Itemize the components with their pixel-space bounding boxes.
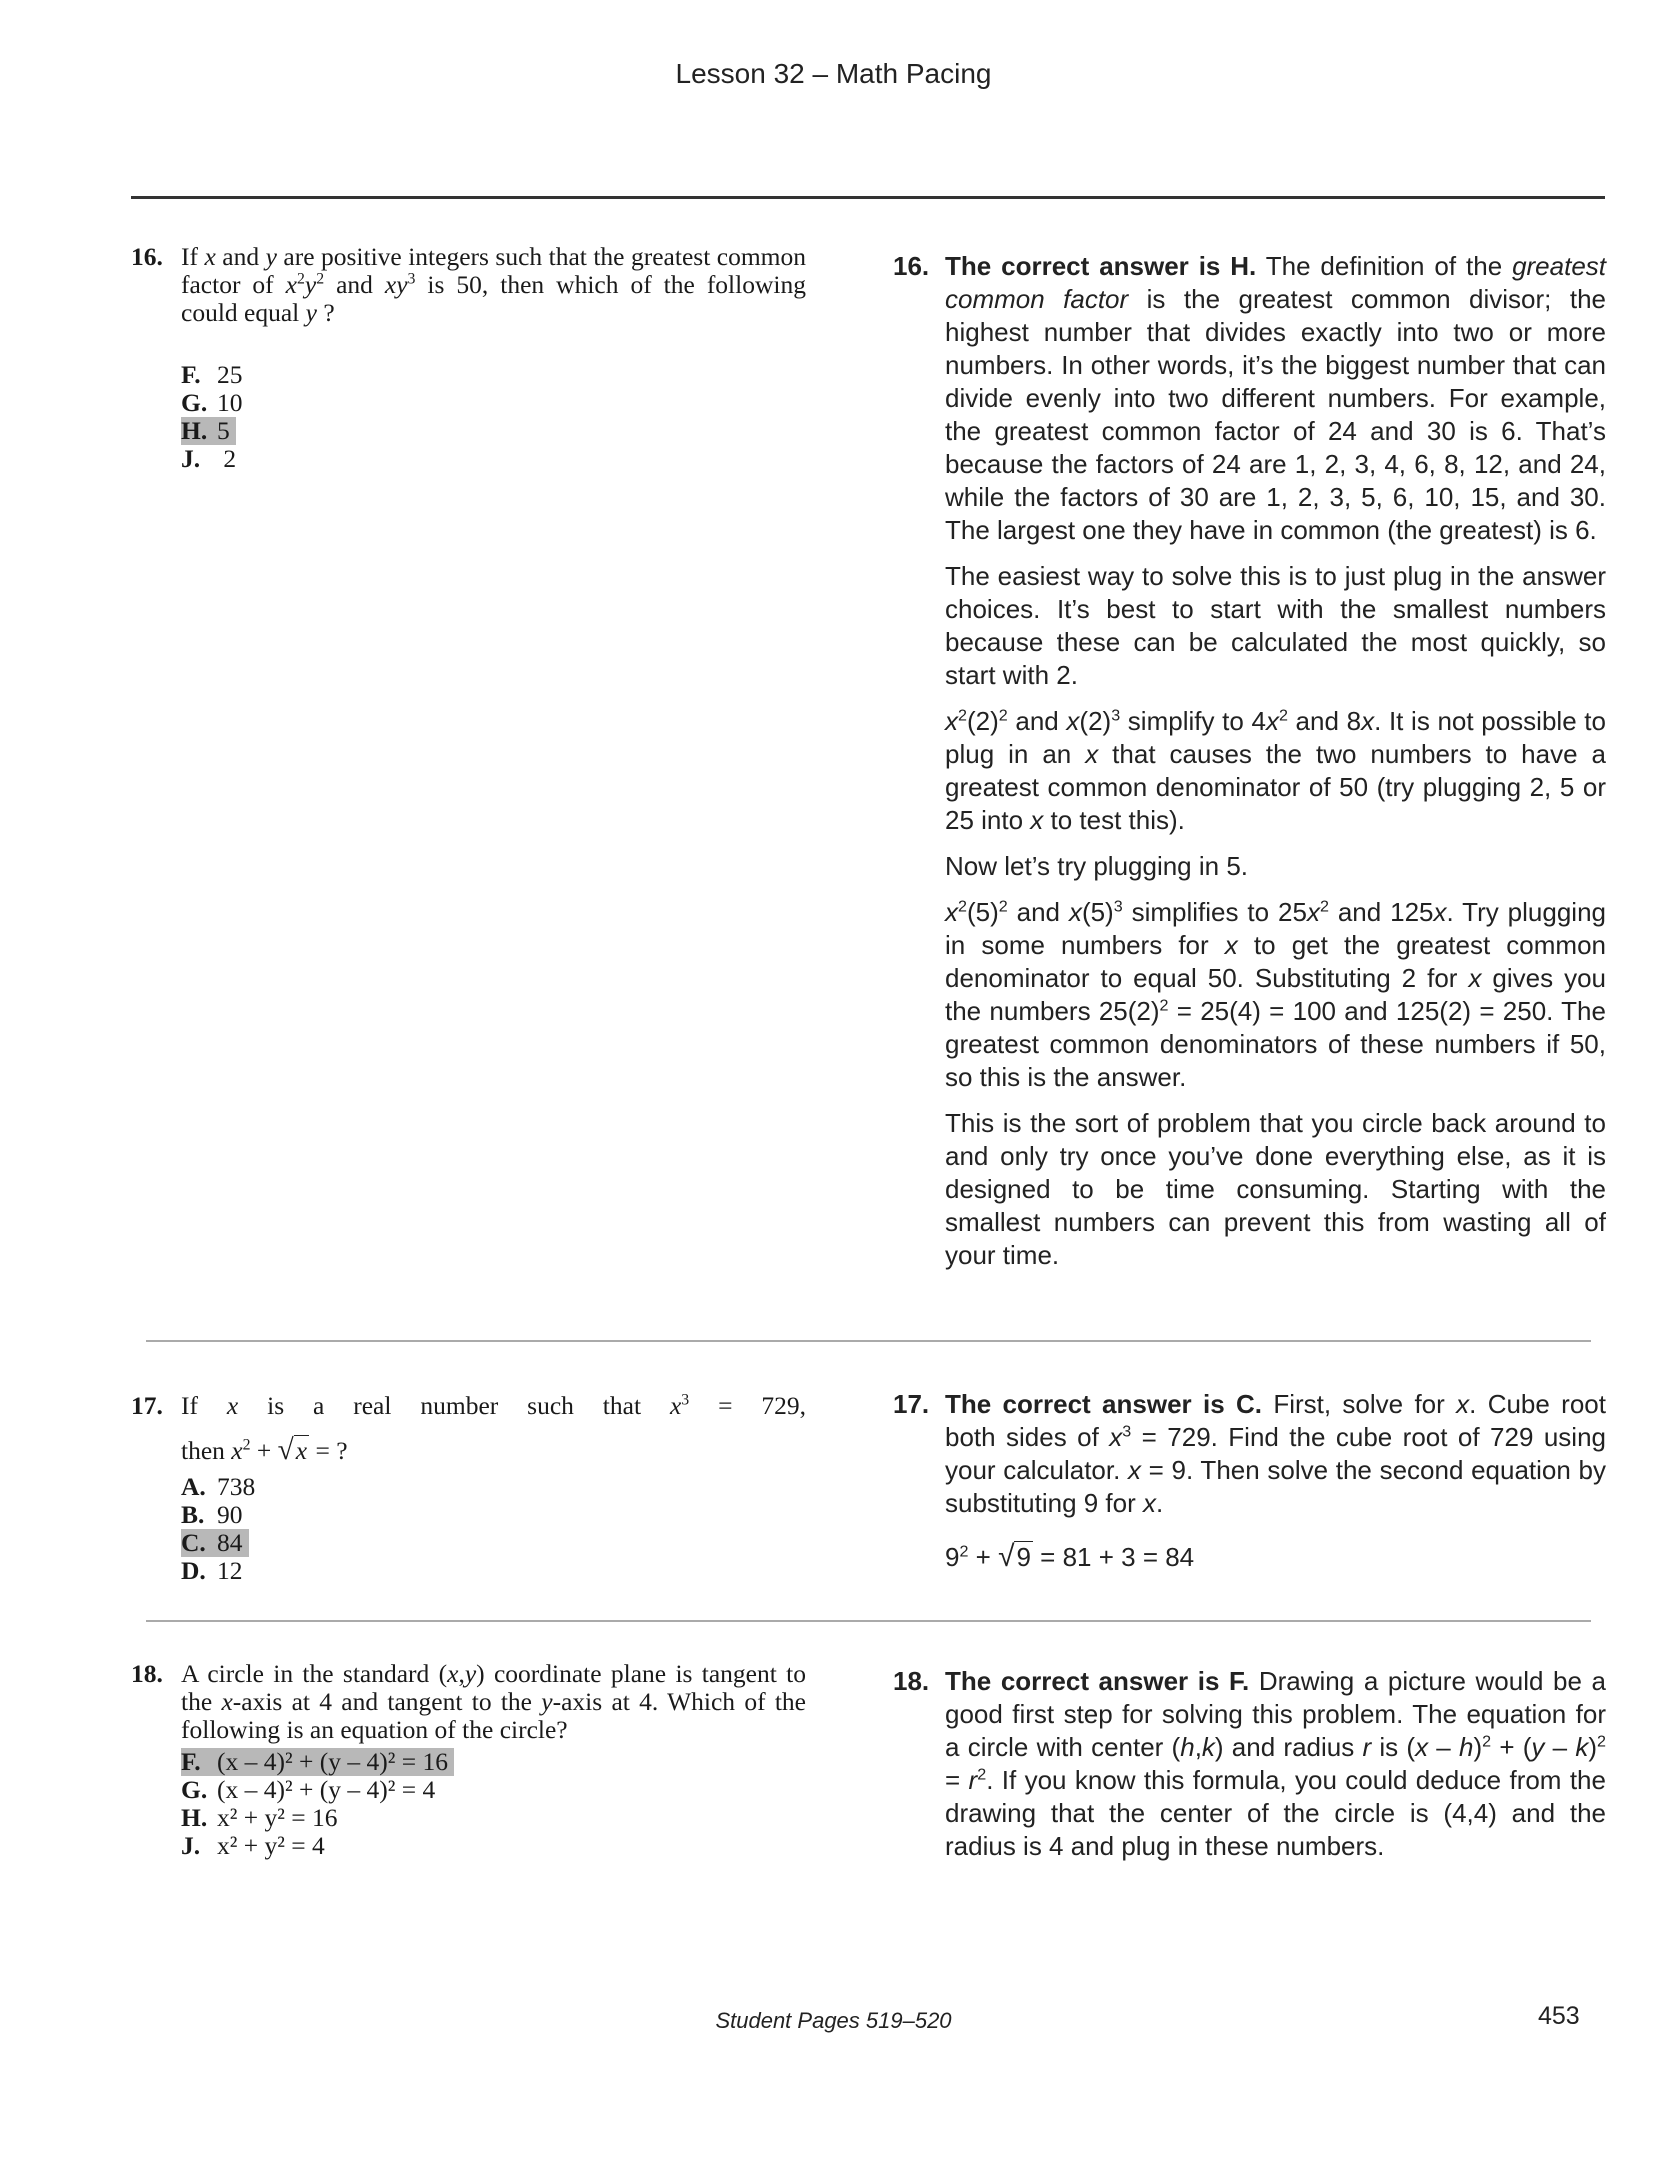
answer-17 xyxy=(893,1388,1606,1587)
answer-paragraph-4: Now let’s try plugging in 5. xyxy=(945,851,1249,881)
square-root-symbol: √x xyxy=(277,1434,308,1466)
answer-number: 17. xyxy=(893,1389,930,1419)
answer-choices xyxy=(181,1748,806,1860)
question-number: 16. xyxy=(131,242,163,271)
answer-paragraph-3: $x^2(2)^2$ and $x(2)^3$ simplify to $4x^2$ and 8x. It is not possible to plug in an x that causes the two numbers to have a greatest common denominator of 50 (try plugging 2, 5 or 25 into x to test this). xyxy=(945,706,1606,835)
question-stem: If x is a real number such that $x^3 = 729$, xyxy=(181,1391,806,1420)
question-number: 18. xyxy=(131,1659,163,1688)
question-17 xyxy=(131,1392,806,1585)
question-number: 17. xyxy=(131,1391,163,1420)
header-rule xyxy=(131,196,1605,199)
answer-paragraph-5: $x^2(5)^2$ and $x(5)^3$ simplifies to $25x^2$ and 125x. Try plugging in some numbers for x to get the greatest common denominator to equal 50. Substituting 2 for x gives you the numbers $25(2)^2 = 25(4) = 100$ and 125(2) = 250. The greatest common denominators of these numbers if 50, so this is the answer. xyxy=(945,897,1606,1092)
choice-h-highlighted: H. 5 xyxy=(181,417,236,445)
choice-f-highlighted: F. (x – 4)² + (y – 4)² = 16 xyxy=(181,1748,454,1776)
choice-h: H. x² + y² = 16 xyxy=(181,1803,338,1832)
section-divider xyxy=(146,1620,1591,1622)
answer-16 xyxy=(893,250,1606,1285)
choice-g: G. 10 xyxy=(181,388,243,417)
choice-d: D. 12 xyxy=(181,1556,243,1585)
answer-paragraph-1: The correct answer is H. The definition of the greatest common factor is the greatest common divisor; the highest number that divides exactly into two or more numbers. In other words, it’s the biggest number that can divide evenly into two different numbers. For example, the greatest common factor of 24 and 30 is 6. That’s because the factors of 24 are 1, 2, 3, 4, 6, 8, 12, and 24, while the factors of 30 are 1, 2, 3, 5, 6, 10, 15, and 30. The largest one they have in common (the greatest) is 6. xyxy=(945,251,1607,545)
answer-paragraph-2: The easiest way to solve this is to just plug in the answer choices. It’s best to start with the smallest numbers because these can be calculated the most quickly, so start with 2. xyxy=(945,561,1606,690)
square-root-symbol: √9 xyxy=(998,1540,1031,1573)
page-number: 453 xyxy=(1538,2002,1580,2030)
choice-j: J. 2 xyxy=(181,444,237,473)
answer-paragraph-6: This is the sort of problem that you circle back around to and only try once you’ve done everything else, as it is designed to be time consuming. Starting with the smallest numbers can prevent this from wasting all of your time. xyxy=(945,1108,1606,1270)
choice-c-highlighted: C. 84 xyxy=(181,1529,249,1557)
answer-paragraph-1: The correct answer is F. Drawing a picture would be a good first step for solving this problem. The equation for a circle with center (h,k) and radius r is $(x - h)^2 + (y - k)^2 = r^2$. If you know this formula, you could deduce from the drawing that the center of the circle is (4,4) and the radius is 4 and plug in these numbers. xyxy=(945,1666,1606,1861)
question-stem-line-2: then $x^2 + √x$ = ? xyxy=(181,1434,348,1466)
choice-f: F. 25 xyxy=(181,360,243,389)
answer-choices xyxy=(181,1473,806,1585)
answer-choices xyxy=(181,361,806,473)
question-16 xyxy=(131,243,806,473)
choice-j: J. x² + y² = 4 xyxy=(181,1831,325,1860)
question-stem: A circle in the standard (x,y) coordinate plane is tangent to the x-axis at 4 and tangent to the y-axis at 4. Which of the following is an equation of the circle? xyxy=(181,1659,806,1744)
answer-18 xyxy=(893,1665,1606,1876)
section-divider xyxy=(146,1340,1591,1342)
answer-number: 16. xyxy=(893,251,930,281)
choice-g: G. (x – 4)² + (y – 4)² = 4 xyxy=(181,1775,436,1804)
answer-equation: $9^2 + √9 = 81 + 3 = 84$ xyxy=(945,1540,1195,1573)
question-stem: If x and y are positive integers such that the greatest common factor of $x^2y^2$ and $xy^3$ is 50, then which of the following could equal y ? xyxy=(181,242,806,327)
answer-paragraph-1: The correct answer is C. First, solve for x. Cube root both sides of $x^3 = 729$. Find the cube root of 729 using your calculator. x = 9. Then solve the second equation by substituting 9 for x. xyxy=(945,1389,1606,1518)
student-pages-reference: Student Pages 519–520 xyxy=(715,2008,952,2033)
question-18 xyxy=(131,1660,806,1860)
page-header: Lesson 32 – Math Pacing xyxy=(675,58,992,89)
answer-number: 18. xyxy=(893,1666,930,1696)
choice-b: B. 90 xyxy=(181,1500,243,1529)
choice-a: A. 738 xyxy=(181,1472,256,1501)
